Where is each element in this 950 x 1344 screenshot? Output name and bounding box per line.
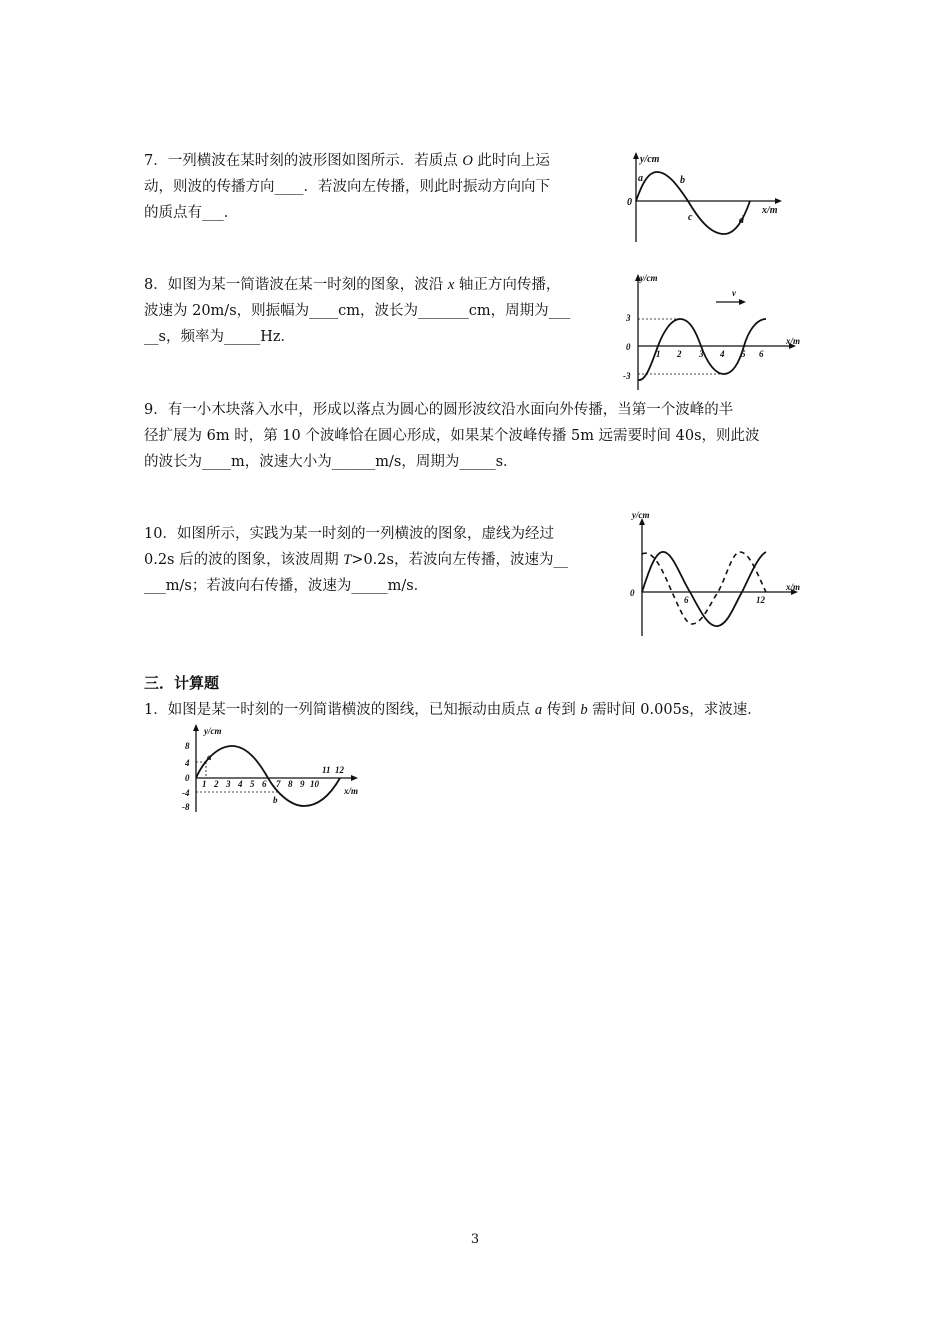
q9-line-1: 9．有一小木块落入水中，形成以落点为圆心的圆形波纹沿水面向外传播，当第一个波峰的半	[144, 402, 734, 418]
calc-q1-xtick-7: 7	[276, 779, 281, 789]
q8-xtick-6: 6	[759, 349, 764, 359]
q10-xtick-12: 12	[756, 595, 765, 605]
calc-q1-xtick-9: 9	[300, 779, 305, 789]
calc-q1-xtick-1: 1	[202, 779, 207, 789]
q8-ytick-3: 3	[626, 313, 631, 323]
q10-line-3: ___m/s；若波向右传播，波速为_____m/s．	[144, 578, 429, 594]
page-number: 3	[470, 1232, 480, 1247]
q7-point-d: d	[739, 215, 744, 226]
question-10	[144, 521, 568, 599]
calc-q1-ytick-0: 0	[185, 773, 190, 783]
q10-line-2: 0.2s 后的波的图象，该波周期 T>0.2s，若波向左传播，波速为__	[144, 552, 568, 568]
q7-line-2: 动，则波的传播方向____．若波向左传播，则此时振动方向向下	[144, 179, 550, 195]
question-9	[144, 397, 760, 475]
q10-line-1: 10．如图所示，实践为某一时刻的一列横波的图象，虚线为经过	[144, 526, 554, 542]
q8-line-1: 8．如图为某一简谐波在某一时刻的图象，波沿 x 轴正方向传播，	[144, 277, 561, 293]
calc-q1-wave-figure	[172, 720, 372, 816]
calc-q1-xtick-5: 5	[250, 779, 255, 789]
q8-xtick-5: 5	[741, 349, 746, 359]
calc-q1-xtick-10: 10	[310, 779, 319, 789]
calc-q1-ylabel: y/cm	[204, 726, 222, 736]
q8-velocity-label: v	[732, 288, 736, 298]
q7-line-1: 7．一列横波在某时刻的波形图如图所示．若质点 O 此时向上运	[144, 153, 550, 169]
q10-xtick-6: 6	[684, 595, 689, 605]
q7-point-a: a	[638, 173, 643, 184]
q7-origin: 0	[627, 197, 632, 208]
calc-q1-ytick-8: 8	[185, 741, 190, 751]
calc-q1-xlabel: x/m	[344, 786, 359, 796]
q10-xlabel: x/m	[786, 582, 801, 592]
q8-xtick-4: 4	[720, 349, 725, 359]
section-title: 三．计算题	[144, 674, 220, 692]
q8-xtick-2: 2	[677, 349, 682, 359]
q7-point-c: c	[688, 212, 693, 223]
q8-xtick-1: 1	[656, 349, 661, 359]
calc-q1-point-a: a	[207, 752, 212, 762]
calc-q1-xtick-11: 11	[322, 765, 331, 775]
calc-q1-ytick-4: 4	[185, 758, 190, 768]
q8-ytick-neg3: -3	[623, 371, 631, 381]
q8-line-3: __s，频率为_____Hz．	[144, 329, 295, 345]
calc-q1-xtick-6: 6	[262, 779, 267, 789]
calc-q1-point-b: b	[273, 795, 278, 805]
q8-wave-figure	[620, 270, 808, 394]
calc-q1-xtick-2: 2	[214, 779, 219, 789]
q9-line-2: 径扩展为 6m 时，第 10 个波峰恰在圆心形成，如果某个波峰传播 5m 远需要时间 40s，则此波	[144, 428, 760, 444]
q8-xlabel: x/m	[786, 336, 801, 346]
calc-q1-xtick-12: 12	[335, 765, 344, 775]
calc-q1-xtick-4: 4	[238, 779, 243, 789]
calc-q1-ytick-neg8: -8	[182, 802, 190, 812]
q8-ylabel: y/cm	[640, 273, 658, 283]
question-7	[144, 148, 550, 226]
q7-ylabel: y/cm	[640, 154, 660, 165]
question-8	[144, 272, 570, 350]
q8-xtick-3: 3	[699, 349, 704, 359]
q7-line-3: 的质点有___．	[144, 205, 239, 221]
calc-q1-line-1: 1．如图是某一时刻的一列简谐横波的图线，已知振动由质点 a 传到 b 需时间 0.005s，求波速．	[144, 702, 762, 718]
q10-ylabel: y/cm	[632, 510, 650, 520]
calc-q1-xtick-3: 3	[226, 779, 231, 789]
calc-q1-ytick-neg4: -4	[182, 788, 190, 798]
q10-origin: 0	[630, 588, 635, 598]
q7-point-b: b	[680, 175, 685, 186]
q9-line-3: 的波长为____m，波速大小为______m/s，周期为_____s．	[144, 454, 518, 470]
q7-wave-figure	[626, 150, 786, 246]
q8-line-2: 波速为 20m/s，则振幅为____cm，波长为_______cm，周期为___	[144, 303, 571, 319]
calc-q1-xtick-8: 8	[288, 779, 293, 789]
q8-ytick-0: 0	[626, 342, 631, 352]
q10-wave-figure	[620, 506, 808, 640]
q7-xlabel: x/m	[762, 205, 778, 216]
